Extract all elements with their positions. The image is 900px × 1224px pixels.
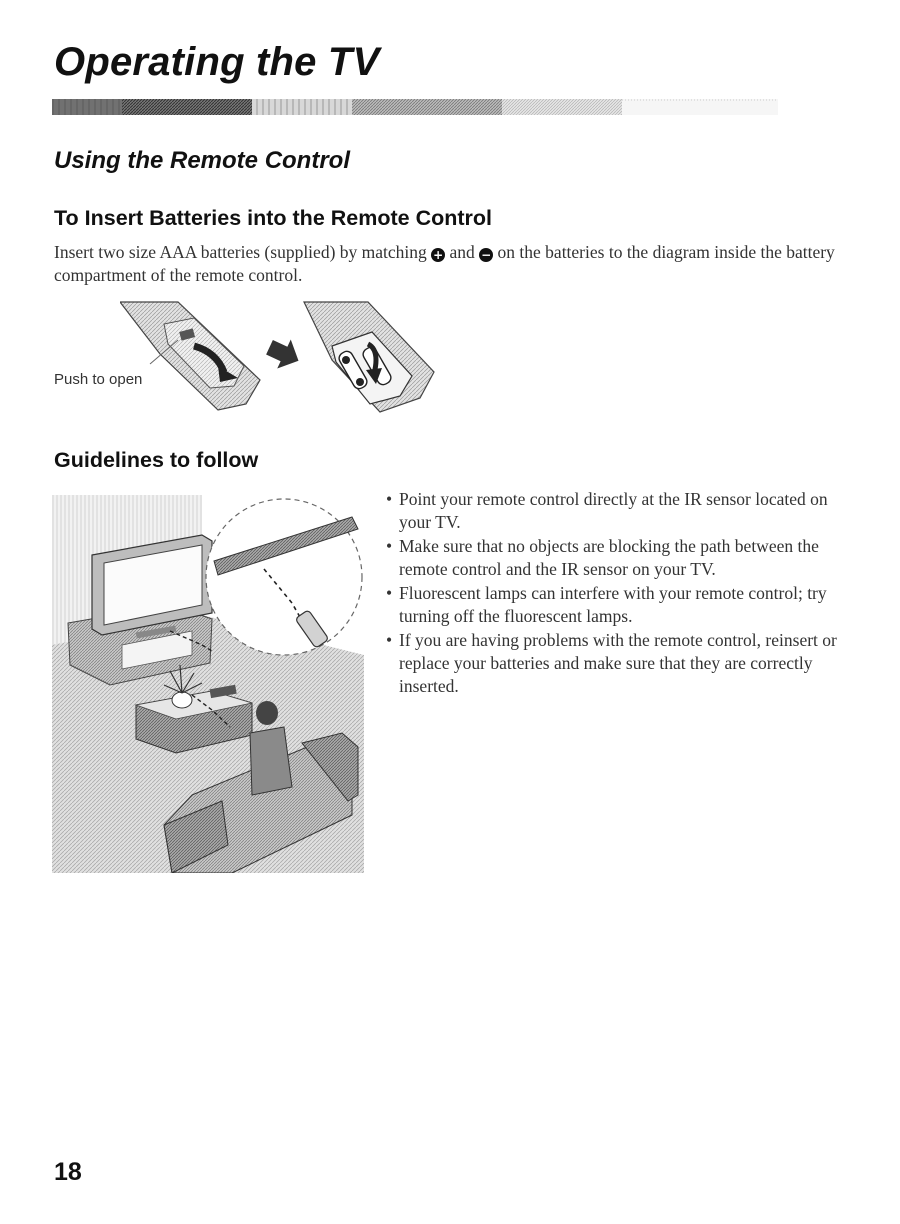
battery-insertion-diagram — [120, 300, 440, 418]
remote-open-icon — [304, 302, 434, 412]
list-item: • Fluorescent lamps can interfere with your remote control; try turning off the fluorescent lamps. — [386, 582, 846, 628]
title-decorative-bar — [52, 99, 778, 115]
section-title: Using the Remote Control — [54, 147, 351, 174]
push-to-open-label: Push to open — [54, 371, 143, 388]
page-title: Operating the TV — [54, 40, 380, 84]
list-item: • Make sure that no objects are blocking the path between the remote control and the IR sensor on your TV. — [386, 535, 846, 581]
remote-closed-icon — [120, 302, 260, 410]
batteries-instructions: Insert two size AAA batteries (supplied) by matching + and − on the batteries to the diagram inside the battery compartment of the remote control. — [54, 242, 835, 285]
remote-zoom-inset — [206, 499, 362, 655]
plus-icon: + — [433, 248, 444, 262]
arrow-right-icon — [263, 333, 306, 376]
minus-icon: − — [481, 248, 492, 262]
list-item: • Point your remote control directly at the IR sensor located on your TV. — [386, 488, 846, 534]
page-number: 18 — [54, 1158, 82, 1186]
list-item: • If you are having problems with the remote control, reinsert or replace your batteries and make sure that they are correctly inserted. — [386, 629, 846, 698]
batteries-heading: To Insert Batteries into the Remote Control — [54, 206, 492, 230]
living-room-illustration — [52, 495, 364, 873]
guidelines-heading: Guidelines to follow — [54, 448, 259, 472]
guidelines-list — [386, 488, 846, 699]
